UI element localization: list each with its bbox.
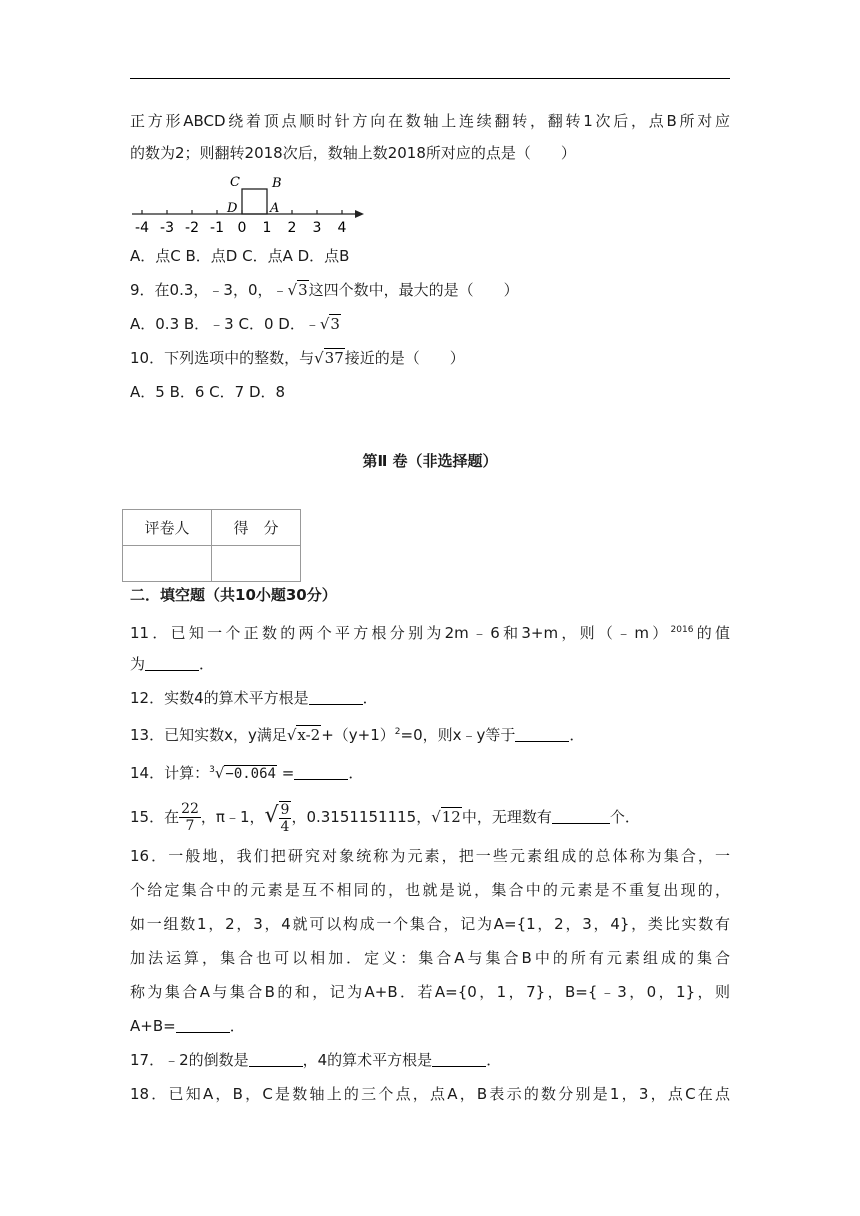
score-table-grader-cell	[123, 546, 212, 582]
q12: 12．实数4的算术平方根是 ．	[130, 689, 378, 707]
q12-answer-blank[interactable]	[309, 690, 363, 705]
q15: 15．在 $\frac{22}{7}$ ，π﹣1，√ $\frac{9}{4}$ ，0.3151151115，√12中，无理数有 个．	[130, 801, 640, 835]
q16-line1: 16．一般地，我们把研究对象统称为元素，把一些元素组成的总体称为集合，一	[130, 847, 730, 865]
q17-answer-blank-1[interactable]	[249, 1052, 303, 1067]
q9-stem: 9．在0.3，﹣3，0，﹣√3这四个数中，最大的是（ ）	[130, 281, 519, 299]
q11-answer-blank[interactable]	[145, 656, 199, 671]
q16-answer-blank[interactable]	[176, 1018, 230, 1033]
score-table-score-cell	[212, 546, 301, 582]
tick-label: 4	[337, 220, 347, 236]
q8-line1: 正方形ABCD绕着顶点顺时针方向在数轴上连续翻转，翻转1次后，点B所对应	[130, 112, 730, 130]
q8-line2: 的数为2；则翻转2018次后，数轴上数2018所对应的点是（ ）	[130, 144, 576, 162]
q16-line3: 如一组数1，2，3，4就可以构成一个集合，记为A={1，2，3，4}，类比实数有	[130, 915, 730, 933]
tick-label: 3	[312, 220, 322, 236]
q10-stem: 10．下列选项中的整数，与√37接近的是（ ）	[130, 349, 465, 367]
q18-line1: 18．已知A，B，C是数轴上的三个点，点A，B表示的数分别是1，3，点C在点	[130, 1085, 730, 1103]
section-heading: 二．填空题（共10小题30分）	[130, 586, 337, 604]
q8-options: A．点C B．点D C．点A D．点B	[130, 247, 350, 265]
label-a: A	[270, 201, 280, 216]
q17: 17．﹣2的倒数是 ，4的算术平方根是 ．	[130, 1051, 502, 1069]
label-c: C	[230, 175, 240, 190]
number-line-figure	[126, 170, 376, 240]
q13-answer-blank[interactable]	[515, 727, 569, 742]
header-rule	[130, 78, 730, 79]
tick-label: 0	[237, 220, 247, 236]
fraction-22-7: $\frac{22}{7}$	[181, 801, 199, 834]
tick-label: 2	[287, 220, 297, 236]
q9-options: A．0.3 B．﹣3 C．0 D．﹣√3	[130, 315, 340, 333]
q16-line6: A+B= ．	[130, 1017, 245, 1035]
q14-answer-blank[interactable]	[294, 765, 348, 780]
tick-label: 1	[262, 220, 272, 236]
q17-answer-blank-2[interactable]	[432, 1052, 486, 1067]
q10-options: A．5 B．6 C．7 D．8	[130, 383, 286, 401]
q16-line5: 称为集合A与集合B的和，记为A+B．若A={0，1，7}，B={﹣3，0，1}，则	[130, 983, 730, 1001]
tick-label: -3	[160, 220, 174, 236]
label-b: B	[272, 176, 282, 191]
q11-line2: 为 ．	[130, 655, 215, 673]
tick-label: -2	[185, 220, 199, 236]
q13: 13．已知实数x，y满足$√x-2+(y+1)^2=0$，则x﹣y等于 ．	[130, 726, 585, 744]
tick-label: -1	[210, 220, 224, 236]
q16-line4: 加法运算，集合也可以相加．定义：集合A与集合B中的所有元素组成的集合	[130, 949, 730, 967]
q16-line2: 个给定集合中的元素是互不相同的，也就是说，集合中的元素是不重复出现的，	[130, 881, 730, 899]
score-table	[122, 509, 301, 582]
q14: 14．计算：$^3$√−0.064 = ．	[130, 764, 364, 782]
score-table-score: 得 分	[212, 510, 301, 546]
label-d: D	[227, 201, 238, 216]
tick-label: -4	[135, 220, 149, 236]
q15-answer-blank[interactable]	[552, 809, 610, 824]
q11-line1: 11．已知一个正数的两个平方根分别为2m﹣6和3+m，则（﹣m）$^{2016}$的值	[130, 624, 730, 642]
square-abcd	[242, 189, 267, 214]
score-table-grader: 评卷人	[123, 510, 212, 546]
section-title: 第Ⅱ 卷（非选择题）	[362, 452, 498, 470]
